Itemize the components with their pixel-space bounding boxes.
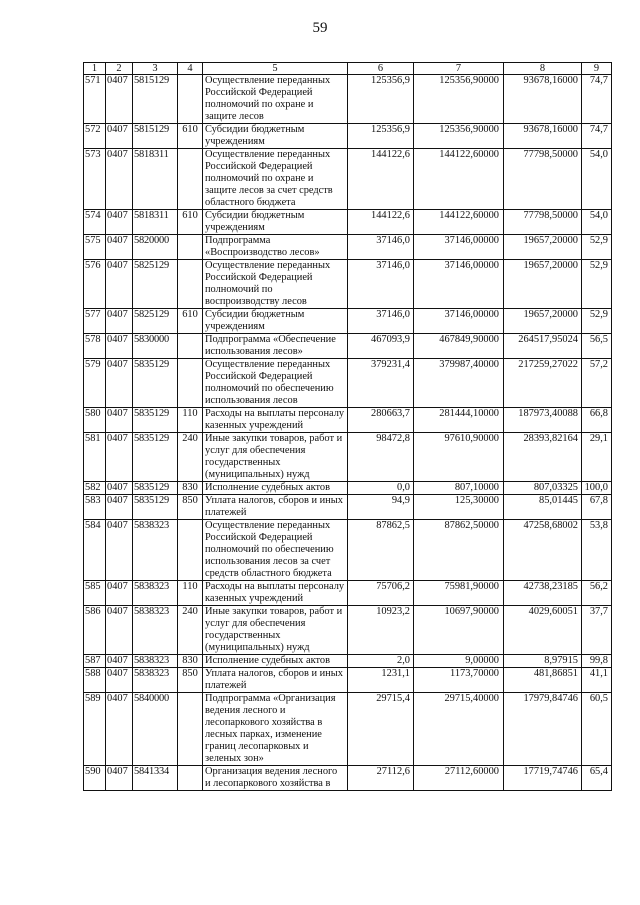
value-col-7: 9,00000 <box>414 655 504 668</box>
expense-type-code: 850 <box>178 495 203 520</box>
target-code: 5818311 <box>133 210 178 235</box>
expense-type-code: 830 <box>178 482 203 495</box>
section-code: 0407 <box>106 149 133 210</box>
item-name: Иные закупки товаров, работ и услуг для обеспечения государственных (муниципальных) нужд <box>203 606 348 655</box>
item-name: Организация ведения лесного и лесопаркового хозяйства в <box>203 766 348 791</box>
table-body <box>84 75 612 791</box>
value-col-7: 75981,90000 <box>414 581 504 606</box>
target-code: 5838323 <box>133 655 178 668</box>
value-col-8: 8,97915 <box>504 655 582 668</box>
row-number: 588 <box>84 668 106 693</box>
row-number: 574 <box>84 210 106 235</box>
value-col-6: 37146,0 <box>348 235 414 260</box>
value-col-6: 98472,8 <box>348 433 414 482</box>
section-code: 0407 <box>106 124 133 149</box>
value-col-6: 2,0 <box>348 655 414 668</box>
item-name: Подпрограмма «Организация ведения лесного и лесопаркового хозяйства в лесных парках, изменение границ лесопарковых и зеленых зон» <box>203 693 348 766</box>
section-code: 0407 <box>106 75 133 124</box>
target-code: 5825129 <box>133 309 178 334</box>
col-header-3: 3 <box>133 63 178 75</box>
budget-table <box>83 62 612 791</box>
value-col-7: 125356,90000 <box>414 124 504 149</box>
value-col-8: 85,01445 <box>504 495 582 520</box>
percent-col-9: 52,9 <box>582 260 612 309</box>
page-number: 59 <box>312 20 328 36</box>
value-col-8: 47258,68002 <box>504 520 582 581</box>
expense-type-code <box>178 260 203 309</box>
row-number: 580 <box>84 408 106 433</box>
value-col-8: 17979,84746 <box>504 693 582 766</box>
table-row <box>84 606 612 655</box>
target-code: 5825129 <box>133 260 178 309</box>
value-col-6: 27112,6 <box>348 766 414 791</box>
value-col-8: 19657,20000 <box>504 260 582 309</box>
section-code: 0407 <box>106 606 133 655</box>
value-col-8: 77798,50000 <box>504 149 582 210</box>
percent-col-9: 74,7 <box>582 124 612 149</box>
col-header-2: 2 <box>106 63 133 75</box>
value-col-8: 4029,60051 <box>504 606 582 655</box>
table-row <box>84 359 612 408</box>
expense-type-code <box>178 235 203 260</box>
value-col-8: 93678,16000 <box>504 75 582 124</box>
item-name: Субсидии бюджетным учреждениям <box>203 124 348 149</box>
value-col-6: 0,0 <box>348 482 414 495</box>
value-col-6: 125356,9 <box>348 75 414 124</box>
section-code: 0407 <box>106 581 133 606</box>
expense-type-code <box>178 359 203 408</box>
target-code: 5841334 <box>133 766 178 791</box>
item-name: Осуществление переданных Российской Федерацией полномочий по охране и защите лесов <box>203 75 348 124</box>
value-col-7: 10697,90000 <box>414 606 504 655</box>
row-number: 584 <box>84 520 106 581</box>
value-col-8: 42738,23185 <box>504 581 582 606</box>
section-code: 0407 <box>106 495 133 520</box>
value-col-7: 1173,70000 <box>414 668 504 693</box>
row-number: 581 <box>84 433 106 482</box>
item-name: Субсидии бюджетным учреждениям <box>203 210 348 235</box>
expense-type-code: 610 <box>178 124 203 149</box>
value-col-8: 19657,20000 <box>504 309 582 334</box>
col-header-8: 8 <box>504 63 582 75</box>
expense-type-code <box>178 149 203 210</box>
target-code: 5830000 <box>133 334 178 359</box>
row-number: 583 <box>84 495 106 520</box>
table-row <box>84 655 612 668</box>
percent-col-9: 52,9 <box>582 309 612 334</box>
table-row <box>84 210 612 235</box>
value-col-8: 77798,50000 <box>504 210 582 235</box>
value-col-6: 280663,7 <box>348 408 414 433</box>
table-row <box>84 581 612 606</box>
percent-col-9: 100,0 <box>582 482 612 495</box>
value-col-7: 97610,90000 <box>414 433 504 482</box>
value-col-8: 28393,82164 <box>504 433 582 482</box>
row-number: 577 <box>84 309 106 334</box>
item-name: Уплата налогов, сборов и иных платежей <box>203 668 348 693</box>
value-col-6: 37146,0 <box>348 309 414 334</box>
item-name: Расходы на выплаты персоналу казенных учреждений <box>203 581 348 606</box>
section-code: 0407 <box>106 433 133 482</box>
table-row <box>84 75 612 124</box>
target-code: 5815129 <box>133 75 178 124</box>
value-col-8: 17719,74746 <box>504 766 582 791</box>
value-col-7: 144122,60000 <box>414 149 504 210</box>
expense-type-code <box>178 693 203 766</box>
target-code: 5835129 <box>133 433 178 482</box>
table-row <box>84 124 612 149</box>
value-col-6: 87862,5 <box>348 520 414 581</box>
item-name: Осуществление переданных Российской Федерацией полномочий по воспроизводству лесов <box>203 260 348 309</box>
value-col-6: 144122,6 <box>348 149 414 210</box>
table-row <box>84 334 612 359</box>
item-name: Исполнение судебных актов <box>203 655 348 668</box>
col-header-5: 5 <box>203 63 348 75</box>
table-header-row <box>84 63 612 75</box>
target-code: 5838323 <box>133 581 178 606</box>
value-col-6: 29715,4 <box>348 693 414 766</box>
item-name: Уплата налогов, сборов и иных платежей <box>203 495 348 520</box>
percent-col-9: 56,2 <box>582 581 612 606</box>
row-number: 585 <box>84 581 106 606</box>
row-number: 589 <box>84 693 106 766</box>
value-col-7: 379987,40000 <box>414 359 504 408</box>
expense-type-code: 830 <box>178 655 203 668</box>
value-col-7: 37146,00000 <box>414 309 504 334</box>
target-code: 5835129 <box>133 495 178 520</box>
row-number: 587 <box>84 655 106 668</box>
row-number: 571 <box>84 75 106 124</box>
table-row <box>84 149 612 210</box>
section-code: 0407 <box>106 655 133 668</box>
expense-type-code: 110 <box>178 581 203 606</box>
percent-col-9: 37,7 <box>582 606 612 655</box>
expense-type-code <box>178 75 203 124</box>
value-col-7: 281444,10000 <box>414 408 504 433</box>
item-name: Подпрограмма «Обеспечение использования лесов» <box>203 334 348 359</box>
table-row <box>84 408 612 433</box>
row-number: 573 <box>84 149 106 210</box>
percent-col-9: 54,0 <box>582 149 612 210</box>
col-header-9: 9 <box>582 63 612 75</box>
percent-col-9: 67,8 <box>582 495 612 520</box>
row-number: 575 <box>84 235 106 260</box>
value-col-6: 379231,4 <box>348 359 414 408</box>
expense-type-code <box>178 520 203 581</box>
percent-col-9: 53,8 <box>582 520 612 581</box>
section-code: 0407 <box>106 520 133 581</box>
value-col-6: 75706,2 <box>348 581 414 606</box>
section-code: 0407 <box>106 359 133 408</box>
target-code: 5820000 <box>133 235 178 260</box>
value-col-8: 187973,40088 <box>504 408 582 433</box>
value-col-7: 807,10000 <box>414 482 504 495</box>
table-row <box>84 235 612 260</box>
section-code: 0407 <box>106 260 133 309</box>
target-code: 5815129 <box>133 124 178 149</box>
percent-col-9: 57,2 <box>582 359 612 408</box>
item-name: Расходы на выплаты персоналу казенных учреждений <box>203 408 348 433</box>
table-row <box>84 495 612 520</box>
section-code: 0407 <box>106 482 133 495</box>
value-col-6: 94,9 <box>348 495 414 520</box>
table-row <box>84 433 612 482</box>
value-col-7: 37146,00000 <box>414 260 504 309</box>
percent-col-9: 29,1 <box>582 433 612 482</box>
col-header-4: 4 <box>178 63 203 75</box>
value-col-6: 10923,2 <box>348 606 414 655</box>
section-code: 0407 <box>106 766 133 791</box>
target-code: 5838323 <box>133 520 178 581</box>
value-col-7: 144122,60000 <box>414 210 504 235</box>
row-number: 586 <box>84 606 106 655</box>
percent-col-9: 54,0 <box>582 210 612 235</box>
table-row <box>84 693 612 766</box>
value-col-7: 37146,00000 <box>414 235 504 260</box>
item-name: Осуществление переданных Российской Федерацией полномочий по обеспечению использования лесов за счет средств областного бюджета <box>203 520 348 581</box>
value-col-8: 19657,20000 <box>504 235 582 260</box>
percent-col-9: 65,4 <box>582 766 612 791</box>
value-col-6: 144122,6 <box>348 210 414 235</box>
value-col-6: 37146,0 <box>348 260 414 309</box>
percent-col-9: 99,8 <box>582 655 612 668</box>
target-code: 5838323 <box>133 606 178 655</box>
value-col-8: 264517,95024 <box>504 334 582 359</box>
item-name: Исполнение судебных актов <box>203 482 348 495</box>
section-code: 0407 <box>106 668 133 693</box>
row-number: 590 <box>84 766 106 791</box>
item-name: Субсидии бюджетным учреждениям <box>203 309 348 334</box>
percent-col-9: 56,5 <box>582 334 612 359</box>
section-code: 0407 <box>106 235 133 260</box>
value-col-8: 217259,27022 <box>504 359 582 408</box>
col-header-1: 1 <box>84 63 106 75</box>
value-col-8: 807,03325 <box>504 482 582 495</box>
value-col-7: 467849,90000 <box>414 334 504 359</box>
target-code: 5838323 <box>133 668 178 693</box>
col-header-6: 6 <box>348 63 414 75</box>
item-name: Подпрограмма «Воспроизводство лесов» <box>203 235 348 260</box>
target-code: 5818311 <box>133 149 178 210</box>
value-col-6: 467093,9 <box>348 334 414 359</box>
item-name: Осуществление переданных Российской Федерацией полномочий по обеспечению использования лесов <box>203 359 348 408</box>
value-col-6: 1231,1 <box>348 668 414 693</box>
value-col-8: 93678,16000 <box>504 124 582 149</box>
table-row <box>84 309 612 334</box>
value-col-7: 27112,60000 <box>414 766 504 791</box>
value-col-7: 125356,90000 <box>414 75 504 124</box>
target-code: 5840000 <box>133 693 178 766</box>
value-col-8: 481,86851 <box>504 668 582 693</box>
expense-type-code: 240 <box>178 433 203 482</box>
table-row <box>84 520 612 581</box>
percent-col-9: 74,7 <box>582 75 612 124</box>
row-number: 582 <box>84 482 106 495</box>
value-col-7: 125,30000 <box>414 495 504 520</box>
value-col-6: 125356,9 <box>348 124 414 149</box>
target-code: 5835129 <box>133 359 178 408</box>
row-number: 579 <box>84 359 106 408</box>
expense-type-code: 610 <box>178 309 203 334</box>
row-number: 578 <box>84 334 106 359</box>
item-name: Иные закупки товаров, работ и услуг для обеспечения государственных (муниципальных) нужд <box>203 433 348 482</box>
section-code: 0407 <box>106 693 133 766</box>
table-row <box>84 260 612 309</box>
expense-type-code <box>178 334 203 359</box>
target-code: 5835129 <box>133 408 178 433</box>
table-row <box>84 766 612 791</box>
item-name: Осуществление переданных Российской Федерацией полномочий по охране и защите лесов за счет средств областного бюджета <box>203 149 348 210</box>
expense-type-code: 240 <box>178 606 203 655</box>
row-number: 572 <box>84 124 106 149</box>
percent-col-9: 60,5 <box>582 693 612 766</box>
expense-type-code: 110 <box>178 408 203 433</box>
target-code: 5835129 <box>133 482 178 495</box>
section-code: 0407 <box>106 334 133 359</box>
percent-col-9: 66,8 <box>582 408 612 433</box>
percent-col-9: 41,1 <box>582 668 612 693</box>
row-number: 576 <box>84 260 106 309</box>
percent-col-9: 52,9 <box>582 235 612 260</box>
expense-type-code: 850 <box>178 668 203 693</box>
table-row <box>84 668 612 693</box>
section-code: 0407 <box>106 408 133 433</box>
expense-type-code <box>178 766 203 791</box>
section-code: 0407 <box>106 309 133 334</box>
table-row <box>84 482 612 495</box>
value-col-7: 87862,50000 <box>414 520 504 581</box>
expense-type-code: 610 <box>178 210 203 235</box>
value-col-7: 29715,40000 <box>414 693 504 766</box>
section-code: 0407 <box>106 210 133 235</box>
col-header-7: 7 <box>414 63 504 75</box>
